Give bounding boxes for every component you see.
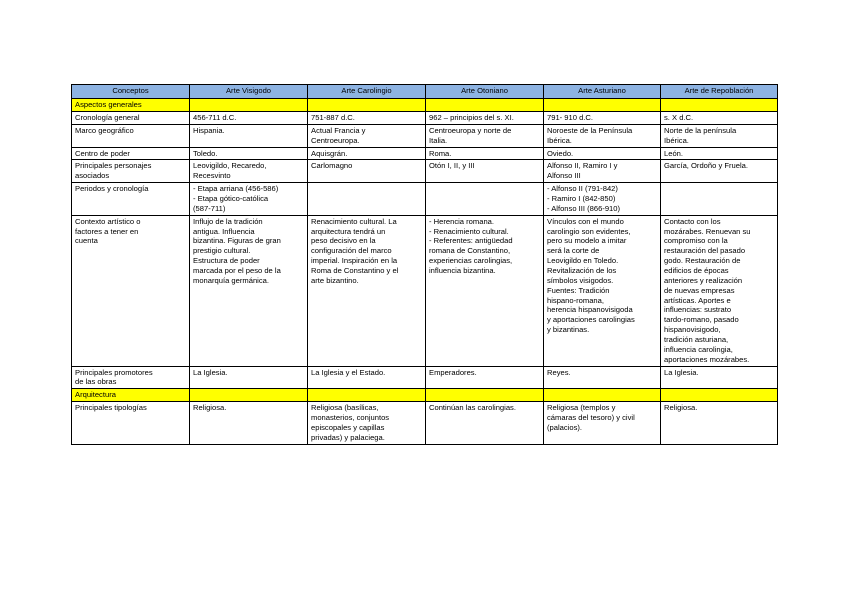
table-cell: Aquisgrán. [308,147,426,160]
comparison-table [71,84,778,445]
table-cell: Continúan las carolingias. [426,402,544,444]
table-cell: Religiosa (templos y cámaras del tesoro) y civil (palacios). [544,402,661,444]
table-cell: Carlomagno [308,160,426,183]
table-cell: - Etapa arriana (456-586) - Etapa gótico-católica (587-711) [190,183,308,216]
table-cell: Otón I, II, y III [426,160,544,183]
table-row-periodos [72,183,778,216]
header-cell: Arte Visigodo [190,85,308,99]
table-cell: 751-887 d.C. [308,112,426,125]
table-cell: La Iglesia y el Estado. [308,366,426,389]
section-label: Arquitectura [72,389,190,402]
table-cell: Contacto con los mozárabes. Renuevan su compromiso con la restauración del pasado godo. Restauración de edificios de épocas anteriores y realización de nuevas empresas artísticas. Aportes e influencias: sustrato tardo-romano, pasado hispanovisigodo, tradición asturiana, influencia carolingia, aportaciones mozárabes. [661,215,778,366]
table-cell: Vínculos con el mundo carolingio son evidentes, pero su modelo a imitar será la corte de Leovigildo en Toledo. Revitalización de los símbolos visigodos. Fuentes: Tradición hispano-romana, herencia hispanovisigoda y aportaciones carolingias y bizantinas. [544,215,661,366]
table-row-contexto [72,215,778,366]
table-cell: Centroeuropa y norte de Italia. [426,124,544,147]
table-cell: s. X d.C. [661,112,778,125]
table-cell: Principales tipologías [72,402,190,444]
header-row [72,85,778,99]
table-row-centro [72,147,778,160]
table-row-marco [72,124,778,147]
table-cell: 456-711 d.C. [190,112,308,125]
table-cell: Religiosa (basílicas, monasterios, conjuntos episcopales y capillas privadas) y palaciega. [308,402,426,444]
table-cell: Norte de la península Ibérica. [661,124,778,147]
table-cell [426,183,544,216]
table-cell: Influjo de la tradición antigua. Influencia bizantina. Figuras de gran prestigio cultural. Estructura de poder marcada por el peso de la monarquía germánica. [190,215,308,366]
table-cell: 791- 910 d.C. [544,112,661,125]
header-cell: Arte de Repoblación [661,85,778,99]
table-row-promotores [72,366,778,389]
table-cell: Principales personajes asociados [72,160,190,183]
table-cell: Religiosa. [190,402,308,444]
table-row-personajes [72,160,778,183]
table-cell: Emperadores. [426,366,544,389]
table-cell: Alfonso II, Ramiro I y Alfonso III [544,160,661,183]
section-row-arquitectura [72,389,778,402]
header-cell: Arte Otoniano [426,85,544,99]
table-cell: - Alfonso II (791-842) - Ramiro I (842-850) - Alfonso III (866-910) [544,183,661,216]
header-cell: Conceptos [72,85,190,99]
table-cell: Noroeste de la Península Ibérica. [544,124,661,147]
header-cell: Arte Asturiano [544,85,661,99]
table-cell: Cronología general [72,112,190,125]
table-row-tipologias [72,402,778,444]
table-row-cronologia [72,112,778,125]
table-cell: Roma. [426,147,544,160]
table-cell: Marco geográfico [72,124,190,147]
header-cell: Arte Carolingio [308,85,426,99]
table-cell: Principales promotores de las obras [72,366,190,389]
table-cell: La Iglesia. [661,366,778,389]
table-cell [661,183,778,216]
table-cell: Hispania. [190,124,308,147]
table-cell: Contexto artístico o factores a tener en cuenta [72,215,190,366]
table-cell: Toledo. [190,147,308,160]
section-row-aspectos [72,99,778,112]
table-cell: Centro de poder [72,147,190,160]
table-cell: Leovigildo, Recaredo, Recesvinto [190,160,308,183]
table-cell [308,183,426,216]
table-cell: La Iglesia. [190,366,308,389]
table-cell: León. [661,147,778,160]
table-cell: Oviedo. [544,147,661,160]
table-cell: Religiosa. [661,402,778,444]
table-cell: - Herencia romana. - Renacimiento cultural. - Referentes: antigüedad romana de Constantino, experiencias carolingias, influencia bizantina. [426,215,544,366]
table-cell: García, Ordoño y Fruela. [661,160,778,183]
section-label: Aspectos generales [72,99,190,112]
table-cell: Reyes. [544,366,661,389]
table-cell: 962 – principios del s. XI. [426,112,544,125]
table-cell: Renacimiento cultural. La arquitectura tendrá un peso decisivo en la configuración del marco imperial. Inspiración en la Roma de Constantino y el arte bizantino. [308,215,426,366]
table-cell: Actual Francia y Centroeuropa. [308,124,426,147]
table-cell: Periodos y cronología [72,183,190,216]
